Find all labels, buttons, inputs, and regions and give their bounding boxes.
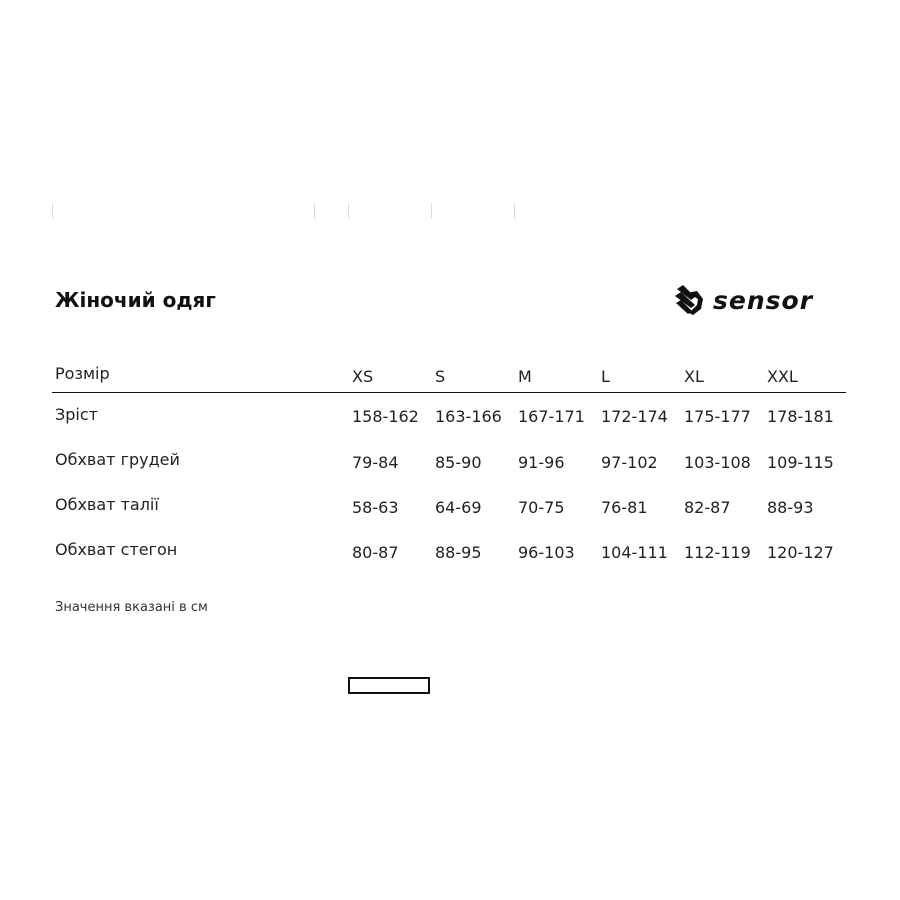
table-cell: 85-90	[435, 453, 482, 472]
row-label-waist: Обхват талії	[55, 495, 159, 514]
size-column-header: XXL	[767, 367, 798, 386]
row-label-hips: Обхват стегон	[55, 540, 178, 559]
table-cell: 88-93	[767, 498, 814, 517]
divider-tick	[348, 203, 349, 219]
table-cell: 82-87	[684, 498, 731, 517]
table-cell: 112-119	[684, 543, 751, 562]
table-cell: 70-75	[518, 498, 565, 517]
hand-logo-icon	[673, 283, 705, 317]
divider-tick	[431, 203, 432, 219]
size-column-header: XL	[684, 367, 704, 386]
table-cell: 91-96	[518, 453, 565, 472]
empty-box	[348, 677, 430, 694]
units-note: Значення вказані в см	[55, 600, 208, 615]
table-cell: 58-63	[352, 498, 399, 517]
size-column-header: M	[518, 367, 532, 386]
brand-logo	[673, 282, 813, 318]
table-cell: 97-102	[601, 453, 658, 472]
table-cell: 109-115	[767, 453, 834, 472]
header-rule	[52, 392, 846, 393]
table-cell: 80-87	[352, 543, 399, 562]
table-cell: 88-95	[435, 543, 482, 562]
brand-name: sensor	[713, 285, 814, 315]
divider-tick	[514, 203, 515, 219]
row-label-height: Зріст	[55, 405, 98, 424]
row-label-bust: Обхват грудей	[55, 450, 180, 469]
size-column-header: L	[601, 367, 610, 386]
page-title: Жіночий одяг	[55, 288, 216, 312]
table-cell: 158-162	[352, 407, 419, 426]
table-cell: 163-166	[435, 407, 502, 426]
table-cell: 172-174	[601, 407, 668, 426]
table-cell: 76-81	[601, 498, 648, 517]
table-cell: 64-69	[435, 498, 482, 517]
table-cell: 120-127	[767, 543, 834, 562]
table-cell: 79-84	[352, 453, 399, 472]
table-cell: 104-111	[601, 543, 668, 562]
table-cell: 178-181	[767, 407, 834, 426]
table-cell: 103-108	[684, 453, 751, 472]
table-cell: 175-177	[684, 407, 751, 426]
size-header-label: Розмір	[55, 364, 110, 383]
divider-tick	[314, 203, 315, 219]
divider-tick	[52, 203, 53, 219]
size-column-header: XS	[352, 367, 374, 386]
table-cell: 167-171	[518, 407, 585, 426]
table-cell: 96-103	[518, 543, 575, 562]
size-column-header: S	[435, 367, 446, 386]
